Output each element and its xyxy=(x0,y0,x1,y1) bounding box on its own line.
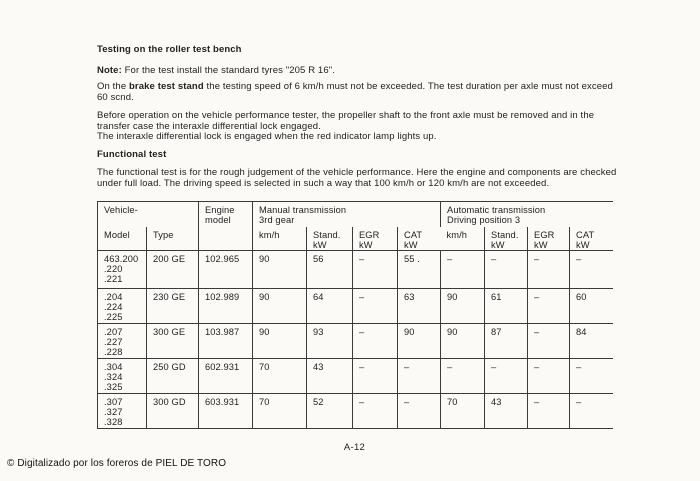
cell-manual-egr: – xyxy=(353,251,398,289)
col-header-manual-transmission xyxy=(253,202,441,228)
col-header-engine-model xyxy=(199,202,253,251)
model-number: .221 xyxy=(104,274,123,284)
table-row xyxy=(98,324,613,359)
col-header-text: CAT xyxy=(576,230,595,240)
col-header-manual-kmh: km/h xyxy=(253,227,307,251)
cell-auto-cat: – xyxy=(570,359,613,394)
col-header-manual-egr-kw xyxy=(353,227,398,251)
cell-engine: 603.931 xyxy=(199,394,253,429)
cell-auto-egr: – xyxy=(528,359,570,394)
table-header-sub-row xyxy=(98,227,613,251)
cell-manual-cat: – xyxy=(398,394,441,429)
para-text: On the xyxy=(97,81,129,92)
col-header-auto-cat-kw xyxy=(570,227,613,251)
cell-auto-cat: – xyxy=(570,251,613,289)
para-line: Before operation on the vehicle performance tester, the propeller shaft to the front axle must be removed and in the xyxy=(97,110,595,121)
cell-auto-cat: – xyxy=(570,394,613,429)
model-number: 463.200 xyxy=(104,254,139,264)
cell-model xyxy=(98,251,147,289)
cell-auto-egr: – xyxy=(528,251,570,289)
footer-credit: © Digitalizado por los foreros de PIEL DE TORO xyxy=(7,458,227,469)
model-number: .225 xyxy=(104,312,123,322)
para-text: the testing speed of 6 km/h must not be exceeded. The test duration per axle must not exceed xyxy=(203,81,613,92)
col-header-text: Manual transmission xyxy=(259,205,347,215)
col-header-text: kW xyxy=(491,240,505,250)
cell-type: 300 GE xyxy=(147,324,199,359)
cell-auto-stand: 87 xyxy=(485,324,528,359)
cell-auto-kmh: – xyxy=(441,251,485,289)
table-row xyxy=(98,394,613,429)
cell-model xyxy=(98,289,147,324)
model-number: .304 xyxy=(104,362,123,372)
model-number: .307 xyxy=(104,397,123,407)
para-functional-test xyxy=(97,168,616,189)
para-line: 60 scnd. xyxy=(97,91,134,103)
cell-engine: 102.989 xyxy=(199,289,253,324)
para-brake-test-stand xyxy=(97,82,613,103)
col-header-text: kW xyxy=(534,240,548,250)
col-header-manual-cat-kw xyxy=(398,227,441,251)
model-number: .207 xyxy=(104,327,123,337)
col-header-text: CAT xyxy=(404,230,423,240)
model-number: .220 xyxy=(104,264,123,274)
model-number: .327 xyxy=(104,407,123,417)
col-header-text: kW xyxy=(359,240,373,250)
model-number: .325 xyxy=(104,382,123,392)
col-header-text: kW xyxy=(404,240,418,250)
cell-engine: 602.931 xyxy=(199,359,253,394)
cell-manual-cat: – xyxy=(398,359,441,394)
cell-manual-cat: 63 xyxy=(398,289,441,324)
col-header-model: Model xyxy=(98,227,147,251)
para-line xyxy=(97,82,613,93)
model-number: .328 xyxy=(104,417,123,427)
cell-auto-cat: 84 xyxy=(570,324,613,359)
col-header-text: Stand. xyxy=(491,230,519,240)
cell-manual-kmh: 70 xyxy=(253,394,307,429)
table-header-group-row xyxy=(98,202,613,228)
para-line: The functional test is for the rough judgement of the vehicle performance. Here the engine and components are checked xyxy=(97,167,617,178)
col-header-auto-egr-kw xyxy=(528,227,570,251)
cell-type: 200 GE xyxy=(147,251,199,289)
cell-manual-stand: 93 xyxy=(307,324,353,359)
para-line: The interaxle differential lock is engaged when the red indicator lamp lights up. xyxy=(97,131,437,142)
cell-type: 300 GD xyxy=(147,394,199,429)
para-line: under full load. The driving speed is selected in such a way that 100 km/h or 120 km/h are not exceeded. xyxy=(97,177,550,189)
para-line: transfer case the interaxle differential lock engaged. xyxy=(97,120,321,132)
vehicle-spec-table xyxy=(97,201,613,429)
cell-auto-kmh: 90 xyxy=(441,289,485,324)
cell-manual-kmh: 90 xyxy=(253,324,307,359)
model-number: .228 xyxy=(104,347,123,357)
col-header-text: Engine xyxy=(205,205,235,215)
col-header-text: model xyxy=(205,215,231,225)
cell-auto-kmh: – xyxy=(441,359,485,394)
note-line xyxy=(97,66,335,77)
col-header-text: 3rd gear xyxy=(259,215,295,225)
col-header-automatic-transmission xyxy=(441,202,613,228)
cell-model xyxy=(98,394,147,429)
cell-manual-stand: 56 xyxy=(307,251,353,289)
col-header-manual-stand-kw xyxy=(307,227,353,251)
cell-model xyxy=(98,359,147,394)
col-header-text: Stand. xyxy=(313,230,341,240)
col-header-text: Driving position 3 xyxy=(447,215,521,225)
cell-manual-kmh: 90 xyxy=(253,251,307,289)
model-number: .324 xyxy=(104,372,123,382)
para-bold-text: brake test stand xyxy=(129,81,204,92)
cell-manual-stand: 64 xyxy=(307,289,353,324)
cell-manual-cat: 90 xyxy=(398,324,441,359)
col-header-text: EGR xyxy=(359,230,380,240)
cell-engine: 102.965 xyxy=(199,251,253,289)
cell-auto-egr: – xyxy=(528,289,570,324)
cell-auto-stand: – xyxy=(485,359,528,394)
cell-manual-egr: – xyxy=(353,359,398,394)
page-number: A-12 xyxy=(343,442,366,453)
cell-manual-stand: 43 xyxy=(307,359,353,394)
para-performance-tester xyxy=(97,111,594,143)
cell-manual-cat: 55 . xyxy=(398,251,441,289)
model-number: .204 xyxy=(104,292,123,302)
cell-manual-egr: – xyxy=(353,324,398,359)
cell-manual-kmh: 70 xyxy=(253,359,307,394)
cell-manual-kmh: 90 xyxy=(253,289,307,324)
cell-auto-stand: 43 xyxy=(485,394,528,429)
col-header-text: Automatic transmission xyxy=(447,205,546,215)
note-label: Note: xyxy=(97,65,122,76)
cell-auto-stand: – xyxy=(485,251,528,289)
table-row xyxy=(98,289,613,324)
table-row xyxy=(98,359,613,394)
col-header-type: Type xyxy=(147,227,199,251)
cell-auto-kmh: 90 xyxy=(441,324,485,359)
cell-manual-stand: 52 xyxy=(307,394,353,429)
cell-engine: 103.987 xyxy=(199,324,253,359)
cell-auto-kmh: 70 xyxy=(441,394,485,429)
table-row xyxy=(98,251,613,289)
col-header-auto-stand-kw xyxy=(485,227,528,251)
section-heading-roller-test: Testing on the roller test bench xyxy=(97,44,242,55)
cell-model xyxy=(98,324,147,359)
cell-auto-egr: – xyxy=(528,394,570,429)
cell-auto-egr: – xyxy=(528,324,570,359)
col-header-text: kW xyxy=(576,240,590,250)
section-heading-functional-test: Functional test xyxy=(97,149,167,160)
cell-auto-stand: 61 xyxy=(485,289,528,324)
cell-manual-egr: – xyxy=(353,394,398,429)
model-number: .227 xyxy=(104,337,123,347)
cell-type: 230 GE xyxy=(147,289,199,324)
cell-type: 250 GD xyxy=(147,359,199,394)
note-text: For the test install the standard tyres "205 R 16". xyxy=(121,65,335,76)
cell-auto-cat: 60 xyxy=(570,289,613,324)
col-header-text: EGR xyxy=(534,230,555,240)
col-header-auto-kmh: km/h xyxy=(441,227,485,251)
col-header-text: kW xyxy=(313,240,327,250)
model-number: .224 xyxy=(104,302,123,312)
col-header-vehicle: Vehicle- xyxy=(98,202,199,228)
cell-manual-egr: – xyxy=(353,289,398,324)
